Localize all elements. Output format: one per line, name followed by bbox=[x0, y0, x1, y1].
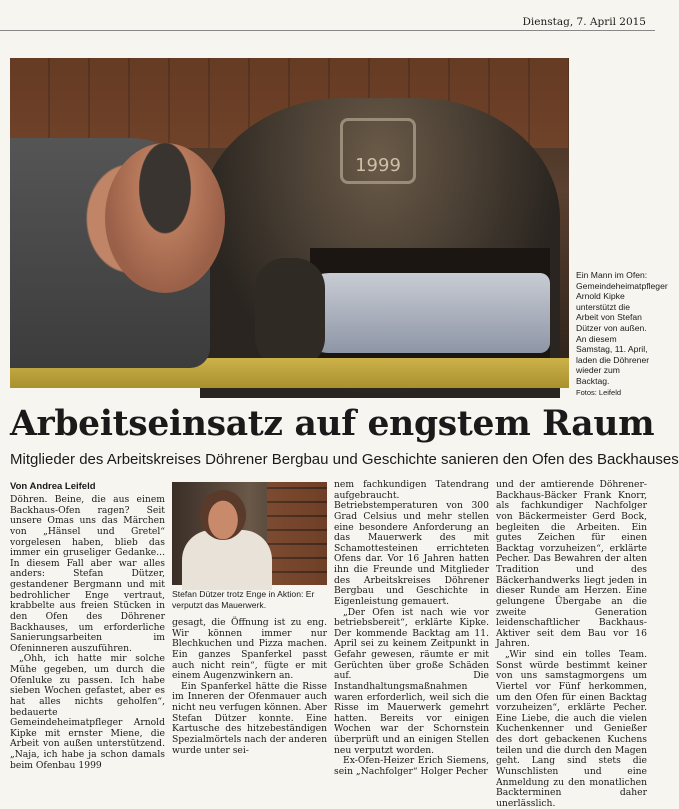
photo-caption bbox=[576, 270, 668, 398]
photo-credit: Fotos: Leifeld bbox=[576, 387, 622, 397]
article-column-3 bbox=[334, 480, 489, 778]
worker-shoes bbox=[255, 258, 325, 368]
paragraph: Ein Spanferkel hätte die Risse im Inneren der Ofenmauer auch nicht neu verfugen können. Aber Stefan Dützer konnte. Eine Kartusche des hitzebeständigen Spezialmörtels nach der anderen wurde unter sei- bbox=[172, 680, 327, 756]
paragraph: „Der Ofen ist nach wie vor betriebsbereit“, erklärte Kipke. Der kommende Backtag am 11. April sei zu keinem Zeitpunkt in Gefahr gewesen, räumte er mit Gerüchten über große Schäden auf. Die Instandhaltungsmaßnahmen waren erforderlich, weil sich die Risse im Mauerwerk gemehrt hatten. Bereits vor einigen Wochen war der Schornstein überprüft und an einigen Stellen neu verputzt worden. bbox=[334, 606, 489, 756]
worker-legs bbox=[290, 273, 550, 353]
photo-caption-text: Ein Mann im Ofen: Gemeindeheimatpfleger Arnold Kipke unterstützt die Arbeit von Stefan Dützer von außen. An diesem Samstag, 11. April, laden die Döhrener wieder zum Backtag. bbox=[576, 270, 668, 386]
main-photo bbox=[10, 58, 569, 388]
inset-brick bbox=[267, 482, 327, 585]
header-rule bbox=[0, 30, 655, 31]
article-subhead: Mitglieder des Arbeitskreises Döhrener Bergbau und Geschichte sanieren den Ofen des Backhauses bbox=[10, 451, 679, 468]
article-column-2 bbox=[172, 618, 327, 756]
paragraph: gesagt, die Öffnung ist zu eng. Wir können immer nur Blechkuchen und Pizza machen. Ein ganzes Spanferkel passt auch nicht rein“, fügte er mit einem Augenzwinkern an. bbox=[172, 617, 327, 682]
issue-date: Dienstag, 7. April 2015 bbox=[522, 16, 646, 28]
article-column-1 bbox=[10, 495, 165, 771]
paragraph: Döhren. Beine, die aus einem Backhaus-Ofen ragen? Seit unsere Omas uns das Märchen von „Hänsel und Gretel“ vorgelesen haben, blieb das immer ein gruseliger Gedanke... In diesem Fall aber war alles anders: Stefan Dützer, gestandener Bergmann und mit bedrohlicher Enge vertraut, krabbelte aus freien Stücken in den Ofen des Döhrener Backhauses, um erforderliche Sanierungsarbeiten im Ofeninneren auszuführen. bbox=[10, 494, 165, 654]
byline: Von Andrea Leifeld bbox=[10, 481, 96, 492]
article-column-4 bbox=[496, 480, 647, 809]
article-headline: Arbeitseinsatz auf engstem Raum bbox=[10, 404, 655, 444]
paragraph: „Wir sind ein tolles Team. Sonst würde bestimmt keiner von uns samstagmorgens um Viertel vor Fünf herkommen, um den Ofen für einen Backtag vorzuheizen“, erklärte Pecher. Eine Liebe, die auch die vielen Kuchenkenner und Genießer des dort gebackenen Kuchens teilen und die durch den Magen geht. Lang sind stets die Wunschlisten und eine Anmeldung zu den monatlichen Backterminen daher unerlässlich. bbox=[496, 649, 647, 809]
oven-plaque: 1999 bbox=[340, 118, 416, 184]
paragraph: „Ohh, ich hatte mir solche Mühe gegeben, um durch die Ofenluke zu passen. Ich habe sieben Wochen gefastet, aber es hat alles nichts geholfen“, bedauerte Gemeindeheimatpfleger Arnold Kipke mit ernster Miene, die Arbeit von außen unterstützend. „Naja, ich habe ja schon damals beim Ofenbau 1999 bbox=[10, 653, 165, 771]
paragraph: Ex-Ofen-Heizer Erich Siemens, sein „Nachfolger“ Holger Pecher bbox=[334, 755, 489, 777]
paragraph: nem fachkundigen Tatendrang aufgebraucht. Betriebstemperaturen von 300 Grad Celsius und mehr stellen eine besondere Anforderung an das Mauerwerk des mit Schamottesteinen errichteten Ofens dar. Vor 16 Jahren hatten ihn die Freunde und Mitglieder des Arbeitskreises Döhrener Bergbau und Geschichte in Eigenleistung gemauert. bbox=[334, 479, 489, 607]
paragraph: und der amtierende Döhrener-Backhaus-Bäcker Frank Knorr, als fachkundiger Nachfolger von Bäckermeister Gerd Bock, begleiten die Arbeiten. Ein gutes Zeichen für einen Backtag vorzuheizen“, erklärte Pecher. Das Bewahren der alten Tradition und des Bäckerhandwerks liegt jeden in dieser Runde am Herzen. Eine gelungene Übergabe an die zweite Generation leidenschaftlicher Backhaus-Aktiver seit dem Bau vor 16 Jahren. bbox=[496, 479, 647, 650]
inset-photo bbox=[172, 482, 327, 585]
inset-worker-face bbox=[200, 490, 246, 540]
man-head bbox=[105, 143, 225, 293]
inset-caption: Stefan Dützer trotz Enge in Aktion: Er verputzt das Mauerwerk. bbox=[172, 589, 315, 610]
